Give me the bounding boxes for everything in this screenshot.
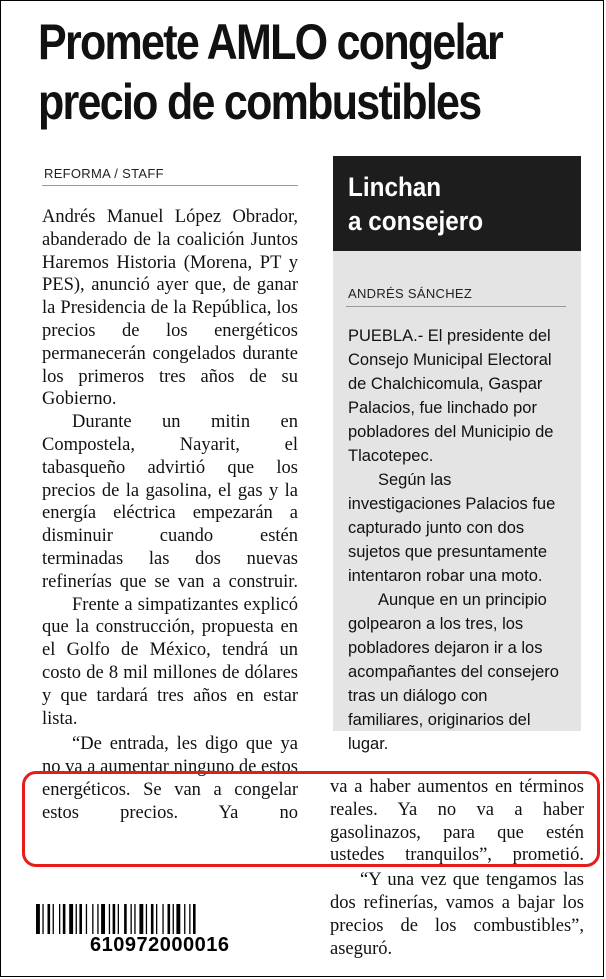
continuation-paragraph-2: “Y una vez que tengamos las dos refinerías, vamos a bajar los precios de los combustibles”, aseguró. <box>330 870 584 959</box>
main-byline-rule <box>42 185 298 186</box>
headline-line-1: Promete AMLO congelar <box>38 14 503 70</box>
sidebar-title-line-2: a consejero <box>348 206 484 236</box>
barcode-number: 610972000016 <box>90 934 230 956</box>
sidebar-byline-rule <box>346 306 566 307</box>
main-byline: REFORMA / STAFF <box>44 166 164 181</box>
main-paragraph-1: Andrés Manuel López Obrador, abanderado de la coalición Juntos Haremos Historia (Morena, PT y PES), anunció ayer que, de ganar la Presidencia de la República, los precios de los energéticos permanecerán congelados durante los primeros tres años de su Gobierno. <box>42 207 298 410</box>
sidebar-text <box>348 324 566 756</box>
sidebar-title-line-1: Linchan <box>348 172 442 202</box>
main-paragraph-2: Durante un mitin en Compostela, Nayarit, el tabasqueño advirtió que los precios de la gasolina, el gas y la energía eléctrica empezarán a disminuir cuando estén terminadas las dos nuevas refinerías que se van a construir. <box>42 412 298 592</box>
main-paragraph-3: Frente a simpatizantes explicó que la construcción, propuesta en el Golfo de México, tendrá un costo de 8 mil millones de dólares y que tardará tres años en estar lista. <box>42 594 298 729</box>
headline-line-2: precio de combustibles <box>38 74 481 130</box>
sidebar-title <box>348 170 483 238</box>
sidebar-paragraph-3: Aunque en un principio golpearon a los tres, los pobladores dejaron ir a los acompañantes del consejero tras un diálogo con familiares, originarios del lugar. <box>348 591 559 753</box>
barcode <box>36 904 262 934</box>
sidebar-paragraph-1: PUEBLA.- El presidente del Consejo Municipal Electoral de Chalchicomula, Gaspar Palacios, fue linchado por pobladores del Municipio de Tlacotepec. <box>348 327 554 465</box>
main-column <box>42 206 298 825</box>
sidebar-paragraph-2: Según las investigaciones Palacios fue capturado junto con dos sujetos que presuntamente intentaron robar una moto. <box>348 471 556 585</box>
headline <box>38 12 520 132</box>
sidebar-byline: ANDRÉS SÁNCHEZ <box>348 286 473 301</box>
continuation-paragraph-1: va a haber aumentos en términos reales. Ya no va a haber gasolinazos, para que estén ustedes tranquilos”, prometió. <box>330 777 584 866</box>
highlight-box <box>22 771 600 867</box>
main-paragraph-4: “De entrada, les digo que ya no va a aumentar ninguno de estos energéticos. Se van a congelar estos precios. Ya no <box>42 734 298 823</box>
